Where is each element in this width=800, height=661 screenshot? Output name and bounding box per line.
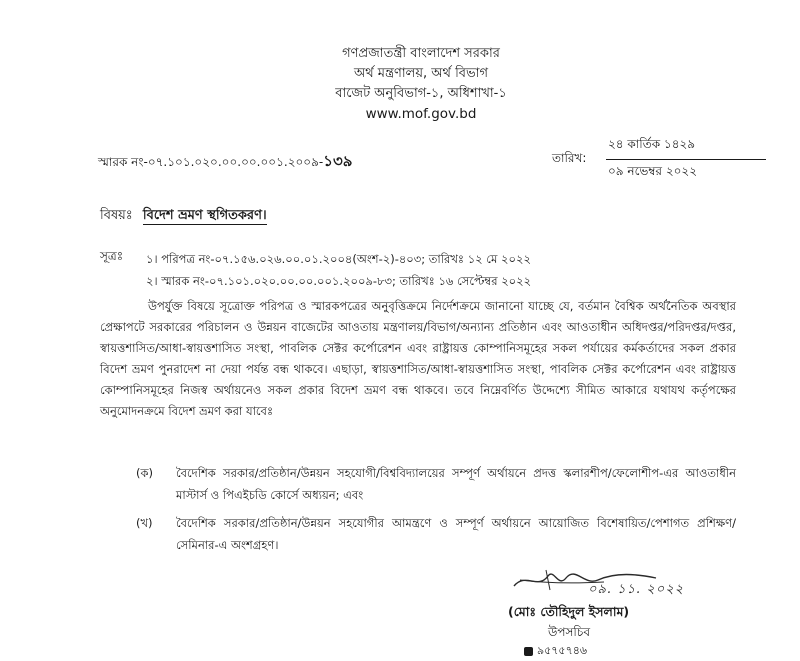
date-label: তারিখ: — [552, 151, 587, 165]
ministry-name: অর্থ মন্ত্রণালয়, অর্থ বিভাগ — [353, 66, 489, 81]
list-item-label: (খ) — [136, 516, 153, 530]
department-name: বাজেট অনুবিভাগ-১, অধিশাখা-১ — [335, 86, 507, 101]
date-gregorian: ০৯ নভেম্বর ২০২২ — [608, 164, 698, 178]
memo-number: ১৩৯ — [323, 152, 353, 170]
list-item-ka — [136, 462, 736, 506]
signatory-name: (মোঃ তৌহিদুল ইসলাম) — [508, 604, 630, 619]
subject-value: বিদেশ ভ্রমণ স্থগিতকরণ। — [142, 208, 267, 223]
references-label: সূত্রঃ — [100, 249, 124, 263]
memo-reference — [98, 150, 352, 175]
website-link[interactable]: www.mof.gov.bd — [365, 106, 477, 122]
reference-item: ১। পরিপত্র নং-০৭.১৫৬.০২৬.০০.০১.২০০৪(অংশ-২)-৪০৩; তারিখঃ ১২ মে ২০২২ — [146, 252, 531, 266]
reference-item: ২। স্মারক নং-০৭.১০১.০২০.০০.০০.০০১.২০০৯-৮৩; তারিখঃ ১৬ সেপ্টেম্বর ২০২২ — [146, 274, 532, 288]
memo-prefix: স্মারক নং-০৭.১০১.০২০.০০.০০.০০১.২০০৯- — [98, 155, 324, 169]
letterhead — [0, 44, 800, 124]
date-stack — [606, 134, 766, 183]
date-bangla: ২৪ কার্তিক ১৪২৯ — [606, 134, 766, 160]
body-paragraph: উপর্যুক্ত বিষয়ে সূত্রোক্ত পরিপত্র ও স্মারকপত্রের অনুবৃত্তিক্রমে নির্দেশক্রমে জানানো যাচ্ছে যে, বর্তমান বৈশ্বিক অর্থনৈতিক অবস্থার প্রেক্ষাপটে সরকারের পরিচালন ও উন্নয়ন বাজেটের আওতায় মন্ত্রণালয়/বিভাগ/অন্যান্য প্রতিষ্ঠান এবং আওতাধীন অধিদপ্তর/পরিদপ্তর/দপ্তর, স্বায়ত্তশাসিত/আধা-স্বায়ত্তশাসিত সংস্থা, পাবলিক সেক্টর কর্পোরেশন এবং রাষ্ট্রায়ত্ত কোম্পানিসমূহের সকল পর্যায়ের কর্মকর্তাদের সকল প্রকার বিদেশ ভ্রমণ পুনরাদেশ না দেয়া পর্যন্ত বন্ধ থাকবে। এছাড়া, স্বায়ত্তশাসিত/আধা-স্বায়ত্তশাসিত সংস্থা, পাবলিক সেক্টর কর্পোরেশন এবং রাষ্ট্রায়ত্ত কোম্পানিসমূহের নিজস্ব অর্থায়নেও সকল প্রকার বিদেশ ভ্রমণ বন্ধ থাকবে। তবে নিম্নেবর্ণিত উদ্দেশ্যে সীমিত আকারে যথাযথ কর্তৃপক্ষের অনুমোদনক্রমে বিদেশ ভ্রমণ করা যাবেঃ — [100, 299, 736, 418]
government-name: গণপ্রজাতন্ত্রী বাংলাদেশ সরকার — [342, 46, 500, 61]
subject-label: বিষয়ঃ — [100, 208, 133, 223]
list-item-kha — [136, 512, 736, 556]
signature-date: ০৯. ১১. ২০২২ — [588, 582, 685, 597]
list-item-text: বৈদেশিক সরকার/প্রতিষ্ঠান/উন্নয়ন সহযোগী/বিশ্ববিদ্যালয়ের সম্পূর্ণ অর্থায়নে প্রদত্ত স্কলারশীপ/ফেলোশীপ-এর আওতাধীন মাস্টার্স ও পিএইচডি কোর্সে অধ্যয়ন; এবং — [176, 466, 736, 502]
signatory-designation: উপসচিব — [548, 625, 591, 639]
list-item-label: (ক) — [136, 466, 154, 480]
phone-number: ৯৫৭৫৭৪৬ — [537, 644, 588, 657]
signatory-phone — [524, 642, 587, 661]
subject-row — [100, 206, 267, 227]
list-item-text: বৈদেশিক সরকার/প্রতিষ্ঠান/উন্নয়ন সহযোগীর আমন্ত্রণে ও সম্পূর্ণ অর্থায়নে আয়োজিত বিশেষায়িত/পেশাগত প্রশিক্ষণ/সেমিনার-এ অংশগ্রহণ। — [176, 516, 736, 552]
phone-icon — [524, 647, 533, 656]
references-list — [146, 248, 531, 292]
